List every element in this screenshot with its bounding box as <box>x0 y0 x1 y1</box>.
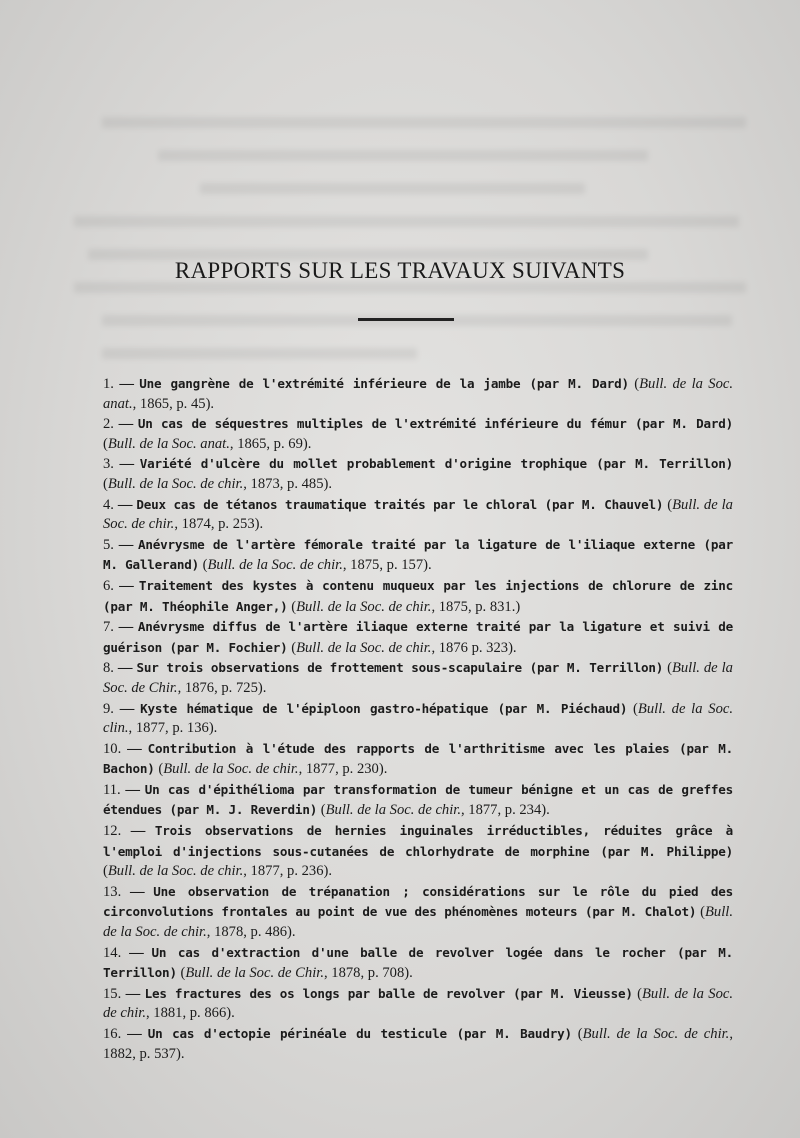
entry-reference: (Bull. de la Soc. de chir., 1881, p. 866). <box>103 985 734 1022</box>
report-entry <box>103 739 733 780</box>
entry-dash: — <box>119 456 140 473</box>
entry-reference: (Bull. de la Soc. de chir., 1877, p. 236). <box>103 863 333 880</box>
report-entry <box>103 943 733 984</box>
entry-title: Kyste hématique de l'épiploon gastro-hépatique (par M. Piéchaud) <box>140 700 628 716</box>
entry-dash: — <box>127 1026 148 1042</box>
entry-title: Deux cas de tétanos traumatique traités par le chloral (par M. Chauvel) <box>136 496 664 512</box>
entry-title: Une gangrène de l'extrémité inférieure de la jambe (par M. Dard) <box>139 376 629 391</box>
entry-reference: (Bull. de la Soc. de chir., 1875, p. 831.) <box>287 598 521 615</box>
entry-reference: (Bull. de la Soc. de chir., 1877, p. 230). <box>154 761 388 778</box>
entry-dash: — <box>127 740 148 757</box>
entry-number: 15. <box>103 985 122 1002</box>
entry-number: 10. <box>103 740 122 757</box>
entry-number: 7. <box>103 619 114 636</box>
entry-number: 14. <box>103 944 122 961</box>
entry-reference: (Bull. de la Soc. de chir., 1875, p. 157). <box>198 557 432 574</box>
entry-title: Sur trois observations de frottement sous-scapulaire (par M. Terrillon) <box>136 660 664 676</box>
entry-dash: — <box>119 700 141 717</box>
entry-reference: (Bull. de la Soc. de chir., 1882, p. 537). <box>103 1026 733 1062</box>
entry-reference: (Bull. de la Soc. de Chir., 1878, p. 708). <box>176 965 413 982</box>
report-entry <box>103 1024 733 1064</box>
entry-title: Un cas de séquestres multiples de l'extrémité inférieure du fémur (par M. Dard) <box>137 416 734 432</box>
entry-dash: — <box>125 781 145 798</box>
entry-dash: — <box>125 985 145 1002</box>
entry-title: Une observation de trépanation ; considérations sur le rôle du pied des circonvolutions frontales au point de vue des phénomènes moteurs (par M. Chalot) <box>103 883 733 920</box>
entry-reference: (Bull. de la Soc. de chir., 1873, p. 485). <box>103 475 333 492</box>
entry-title: Contribution à l'étude des rapports de l'arthritisme avec les plaies (par M. Bachon) <box>103 740 733 777</box>
entry-number: 11. <box>103 781 121 798</box>
report-entry <box>103 984 733 1024</box>
entry-reference: (Bull. de la Soc. de chir., 1876 p. 323). <box>287 639 517 656</box>
entry-number: 12. <box>103 823 122 840</box>
entry-number: 6. <box>103 577 114 594</box>
report-entry <box>103 699 733 739</box>
report-entry <box>103 821 733 882</box>
entry-dash: — <box>118 619 138 636</box>
report-entry <box>103 576 733 617</box>
entry-reference: (Bull. de la Soc. de chir., 1877, p. 234). <box>317 802 550 819</box>
entry-dash: — <box>118 416 138 433</box>
report-entry <box>103 414 733 454</box>
report-entry <box>103 454 733 494</box>
report-entry <box>103 535 733 576</box>
entry-reference: (Bull. de la Soc. de chir., 1874, p. 253). <box>103 496 733 533</box>
entry-title: Anévrysme diffus de l'artère iliaque externe traité par la ligature et suivi de guérison (par M. Fochier) <box>103 619 734 655</box>
entry-title: Variété d'ulcère du mollet probablement d'origine trophique (par M. Terrillon) <box>139 456 733 472</box>
entry-title: Un cas d'extraction d'une balle de revolver logée dans le rocher (par M. Terrillon) <box>103 944 734 981</box>
entry-dash: — <box>129 944 152 961</box>
entry-number: 4. <box>103 496 114 513</box>
entry-dash: — <box>117 660 137 677</box>
entry-title: Les fractures des os longs par balle de revolver (par M. Vieusse) <box>144 985 633 1001</box>
entry-dash: — <box>119 376 140 392</box>
entry-number: 3. <box>103 456 114 473</box>
report-list <box>103 374 733 1064</box>
entry-dash: — <box>118 536 139 553</box>
report-entry <box>103 617 733 658</box>
entry-number: 16. <box>103 1026 122 1042</box>
report-entry <box>103 780 733 821</box>
bleed-through-text <box>60 95 760 375</box>
title-divider <box>358 318 454 321</box>
entry-number: 9. <box>103 700 114 717</box>
entry-dash: — <box>130 823 155 840</box>
entry-number: 2. <box>103 416 114 433</box>
entry-reference: (Bull. de la Soc. de chir., 1878, p. 486). <box>103 904 733 941</box>
report-entry <box>103 495 733 535</box>
entry-reference: (Bull. de la Soc. anat., 1865, p. 69). <box>103 435 312 452</box>
entry-title: Anévrysme de l'artère fémorale traité par la ligature de l'iliaque externe (par M. Gallerand) <box>103 536 734 573</box>
entry-number: 1. <box>103 376 114 392</box>
entry-title: Un cas d'épithélioma par transformation de tumeur bénigne et un cas de greffes étendues (par M. J. Reverdin) <box>103 781 734 818</box>
entry-dash: — <box>117 496 137 513</box>
entry-dash: — <box>119 577 139 594</box>
entry-title: Un cas d'ectopie périnéale du testicule (par M. Baudry) <box>147 1026 572 1041</box>
entry-reference: (Bull. de la Soc. anat., 1865, p. 45). <box>103 376 734 412</box>
report-entry <box>103 658 733 698</box>
report-entry <box>103 882 733 943</box>
page-title: RAPPORTS SUR LES TRAVAUX SUIVANTS <box>174 258 626 283</box>
entry-number: 5. <box>103 536 114 553</box>
entry-title: Traitement des kystes à contenu muqueux par les injections de chlorure de zinc (par M. Théophile Anger,) <box>103 577 733 614</box>
entry-reference: (Bull. de la Soc. de Chir., 1876, p. 725). <box>103 660 733 696</box>
entry-number: 13. <box>103 883 122 900</box>
entry-number: 8. <box>103 660 114 677</box>
report-entry <box>103 374 733 414</box>
entry-title: Trois observations de hernies inguinales irréductibles, réduites grâce à l'emploi d'injections sous-cutanées de chlorhydrate de morphine (par M. Philippe) <box>103 823 733 859</box>
entry-dash: — <box>129 883 154 900</box>
entry-reference: (Bull. de la Soc. clin., 1877, p. 136). <box>103 700 734 737</box>
